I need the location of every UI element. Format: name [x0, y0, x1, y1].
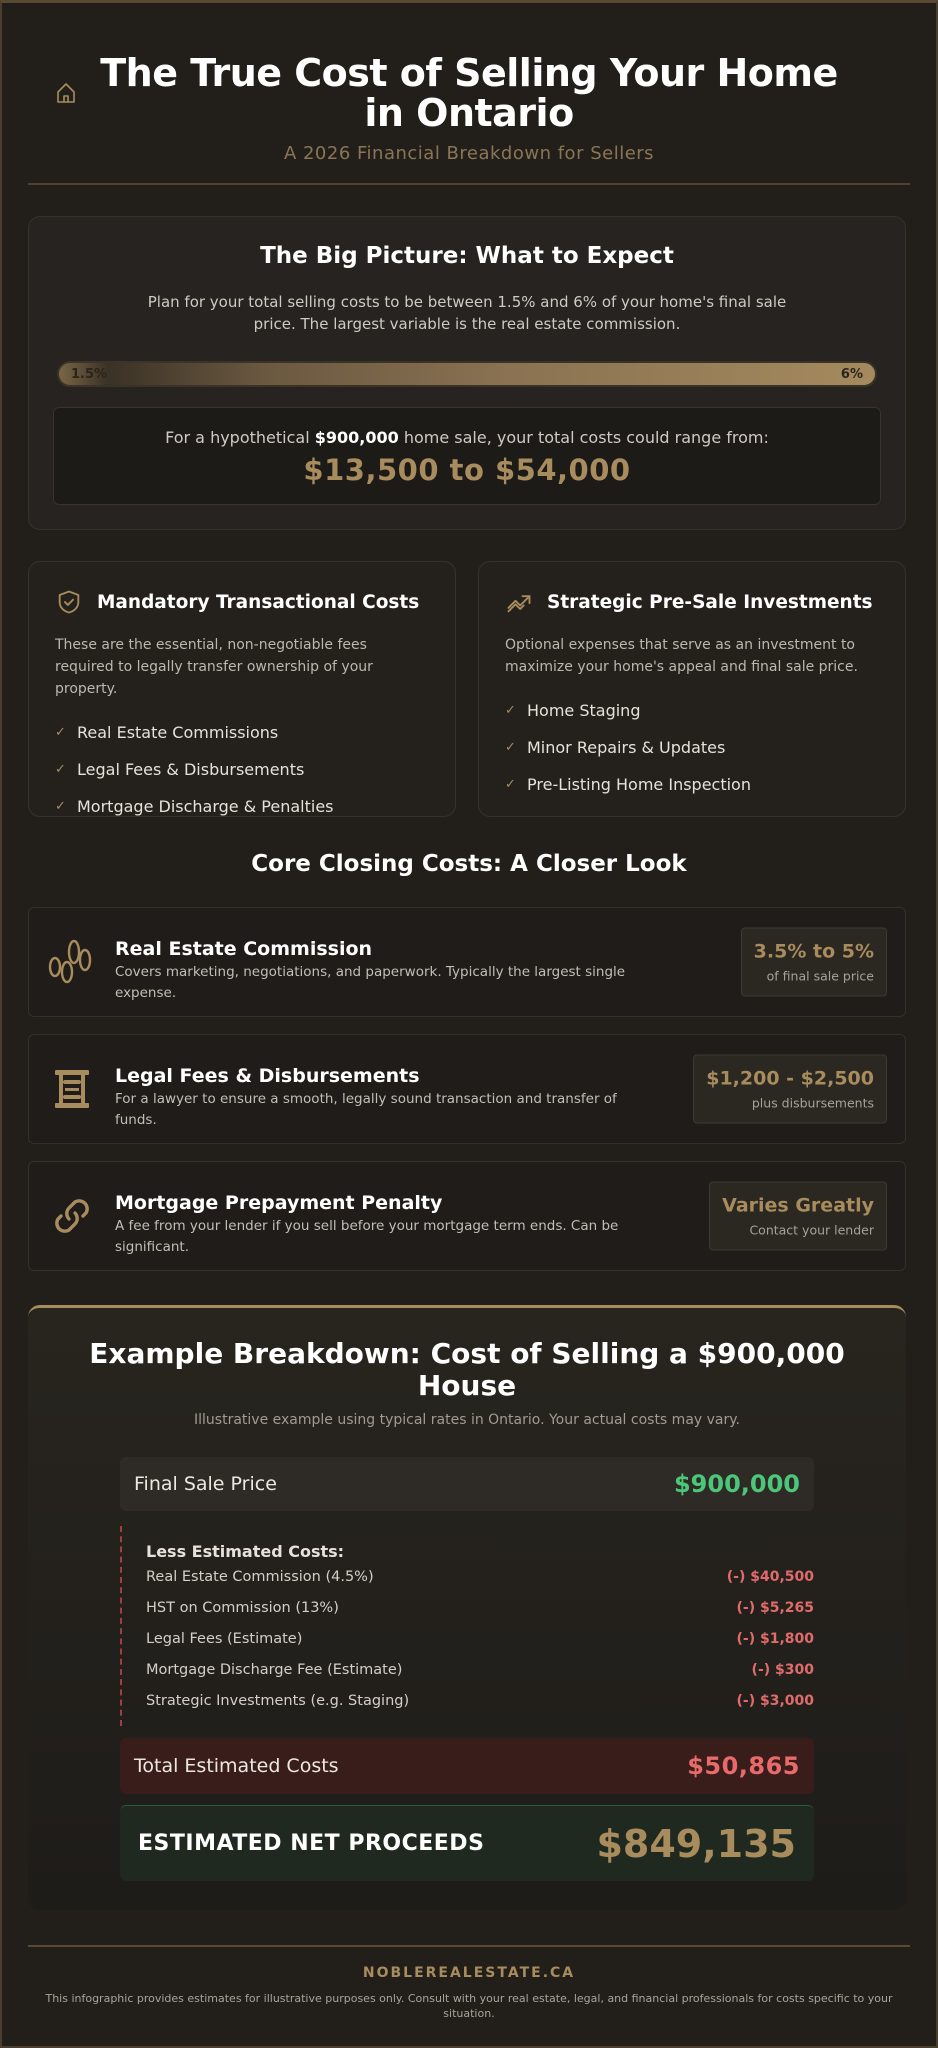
coins-icon — [47, 937, 97, 987]
cost-value-badge — [693, 1055, 887, 1124]
cost-line-item — [146, 1592, 814, 1623]
estimated-costs-list — [120, 1526, 814, 1726]
cost-value-note: Contact your lender — [749, 1222, 874, 1238]
calc-prefix: For a hypothetical — [165, 428, 315, 447]
mandatory-costs-card — [28, 561, 456, 817]
cost-line-label: HST on Commission (13%) — [146, 1599, 339, 1616]
cost-line-label: Strategic Investments (e.g. Staging) — [146, 1692, 410, 1709]
cost-line-item — [146, 1654, 814, 1685]
cost-line-amount: (-) $40,500 — [726, 1568, 814, 1585]
mandatory-costs-title: Mandatory Transactional Costs — [97, 591, 420, 613]
core-costs-title: Core Closing Costs: A Closer Look — [251, 851, 687, 877]
list-item — [55, 714, 429, 751]
cost-range-bar — [57, 361, 877, 387]
list-item — [505, 766, 879, 803]
cost-line-amount: (-) $300 — [751, 1661, 814, 1678]
total-costs-label: Total Estimated Costs — [134, 1755, 339, 1777]
page-subtitle: A 2026 Financial Breakdown for Sellers — [283, 143, 655, 164]
header-divider — [28, 183, 910, 185]
website-link[interactable]: NOBLEREALESTATE.CA — [362, 1965, 576, 1981]
calc-range-value: $13,500 to $54,000 — [303, 453, 631, 487]
cost-name: Real Estate Commission — [115, 938, 373, 960]
home-icon — [54, 81, 78, 105]
footer-divider — [28, 1945, 910, 1947]
cost-line-amount: (-) $3,000 — [736, 1692, 814, 1709]
footer — [2, 1965, 936, 2021]
final-sale-price-row — [120, 1457, 814, 1511]
big-picture-text: Plan for your total selling costs to be between 1.5% and 6% of your home's final sale price. The largest variable is the real estate commission. — [147, 293, 787, 333]
list-item-label: Real Estate Commissions — [77, 723, 279, 742]
check-icon: ✓ — [55, 762, 66, 777]
list-item-label: Pre-Listing Home Inspection — [527, 775, 751, 794]
cost-line-item — [146, 1561, 814, 1592]
cost-name: Mortgage Prepayment Penalty — [115, 1192, 443, 1214]
total-costs-row — [120, 1738, 814, 1794]
strategic-investments-description: Optional expenses that serve as an investment to maximize your home's appeal and final sale price. — [505, 637, 858, 675]
example-title: Example Breakdown: Cost of Selling a $900,000 House — [89, 1337, 845, 1402]
check-icon: ✓ — [55, 725, 66, 740]
cost-value: 3.5% to 5% — [753, 940, 874, 963]
range-max-label: 6% — [840, 366, 863, 382]
shield-check-icon — [55, 588, 83, 616]
cost-row-legal — [28, 1034, 906, 1144]
cost-row-mortgage-penalty — [28, 1161, 906, 1271]
cost-value-note: of final sale price — [766, 968, 874, 984]
strategic-investments-list — [505, 692, 879, 803]
document-scroll-icon — [47, 1064, 97, 1114]
list-item-label: Legal Fees & Disbursements — [77, 760, 305, 779]
net-proceeds-value: $849,135 — [596, 1821, 796, 1866]
list-item-label: Home Staging — [527, 701, 641, 720]
strategic-investments-title: Strategic Pre-Sale Investments — [547, 591, 873, 613]
mandatory-costs-description: These are the essential, non-negotiable fees required to legally transfer ownership of your property. — [55, 637, 373, 697]
cost-line-item — [146, 1685, 814, 1716]
example-subtitle: Illustrative example using typical rates in Ontario. Your actual costs may vary. — [194, 1412, 740, 1428]
cost-value-badge — [709, 1182, 887, 1251]
total-costs-value: $50,865 — [687, 1752, 800, 1780]
cost-row-commission — [28, 907, 906, 1017]
net-proceeds-label: ESTIMATED NET PROCEEDS — [138, 1831, 485, 1856]
cost-line-amount: (-) $5,265 — [736, 1599, 814, 1616]
disclaimer: This infographic provides estimates for illustrative purposes only. Consult with your real estate, legal, and financial professionals for costs specific to your situation. — [45, 1992, 893, 2020]
range-min-label: 1.5% — [71, 366, 108, 382]
link-icon — [47, 1191, 97, 1241]
cost-description: Covers marketing, negotiations, and paperwork. Typically the largest single expense. — [115, 964, 626, 1001]
cost-value: $1,200 - $2,500 — [706, 1067, 874, 1090]
cost-description: A fee from your lender if you sell before your mortgage term ends. Can be significant. — [115, 1218, 619, 1255]
strategic-investments-card — [478, 561, 906, 817]
cost-line-amount: (-) $1,800 — [736, 1630, 814, 1647]
check-icon: ✓ — [505, 740, 516, 755]
calc-amount: $900,000 — [314, 428, 399, 447]
cost-name: Legal Fees & Disbursements — [115, 1065, 420, 1087]
cost-line-label: Real Estate Commission (4.5%) — [146, 1568, 374, 1585]
list-item — [505, 729, 879, 766]
mandatory-costs-list — [55, 714, 429, 825]
cost-line-label: Mortgage Discharge Fee (Estimate) — [146, 1661, 403, 1678]
check-icon: ✓ — [505, 777, 516, 792]
cost-value: Varies Greatly — [722, 1194, 874, 1217]
less-costs-title: Less Estimated Costs: — [146, 1542, 345, 1561]
cost-value-note: plus disbursements — [751, 1095, 874, 1111]
check-icon: ✓ — [505, 703, 516, 718]
page-title: The True Cost of Selling Your Home in Ontario — [100, 51, 838, 135]
calc-description — [54, 428, 880, 447]
sale-price-value: $900,000 — [673, 1470, 800, 1498]
list-item — [505, 692, 879, 729]
trending-up-icon — [505, 588, 533, 616]
cost-description: For a lawyer to ensure a smooth, legally sound transaction and transfer of funds. — [115, 1091, 617, 1128]
calc-suffix: home sale, your total costs could range from: — [398, 428, 769, 447]
list-item-label: Minor Repairs & Updates — [527, 738, 726, 757]
cost-line-label: Legal Fees (Estimate) — [146, 1630, 303, 1647]
cost-line-item — [146, 1623, 814, 1654]
example-breakdown-card — [28, 1305, 906, 1910]
list-item — [55, 751, 429, 788]
cost-value-badge — [741, 928, 887, 997]
hypothetical-calc-box — [53, 407, 881, 505]
net-proceeds-row — [120, 1805, 814, 1881]
list-item-label: Mortgage Discharge & Penalties — [77, 797, 334, 816]
check-icon: ✓ — [55, 799, 66, 814]
big-picture-title: The Big Picture: What to Expect — [260, 243, 674, 269]
sale-price-label: Final Sale Price — [134, 1473, 277, 1495]
list-item — [55, 788, 429, 825]
header — [2, 53, 936, 164]
big-picture-card — [28, 216, 906, 530]
